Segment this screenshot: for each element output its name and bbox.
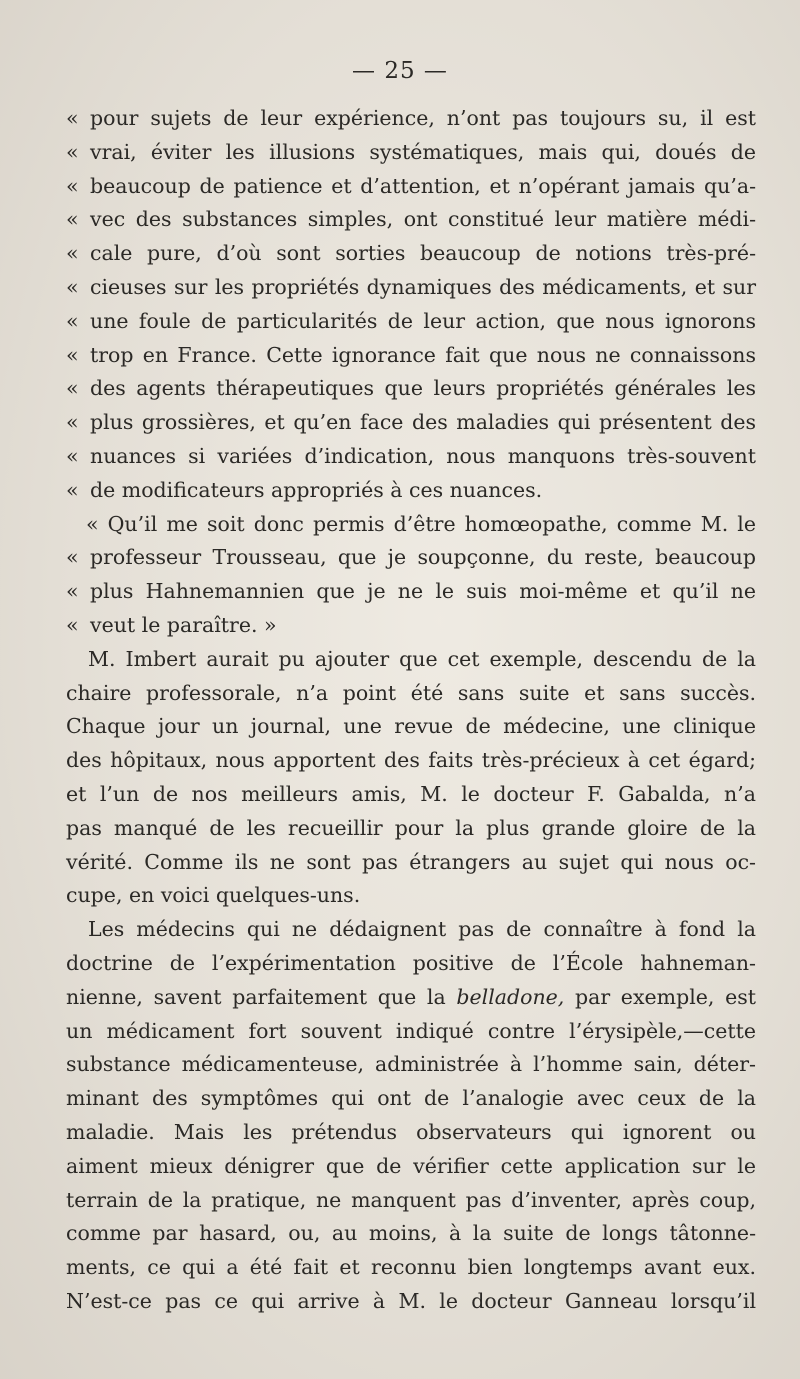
text-line: [66, 203, 756, 237]
line-text: ments, ce qui a été fait et reconnu bien longtemps avant eux.: [66, 1255, 756, 1280]
quote-mark: «: [66, 241, 79, 266]
text-line: [66, 271, 756, 305]
text-line: [66, 1184, 756, 1218]
line-text: des agents thérapeutiques que leurs propriétés générales les: [90, 376, 756, 401]
text-line: [66, 1285, 756, 1319]
text-line: [66, 305, 756, 339]
quote-mark: «: [66, 477, 79, 502]
line-text: cale pure, d’où sont sorties beaucoup de notions très-pré-: [90, 241, 756, 266]
line-text: Les médecins qui ne dédaignent pas de connaître à fond la: [88, 917, 756, 942]
text-line: [66, 372, 756, 406]
text-line: [66, 677, 756, 711]
line-text: comme par hasard, ou, au moins, à la suite de longs tâtonne-: [66, 1221, 756, 1246]
line-text: cieuses sur les propriétés dynamiques des médicaments, et sur: [90, 274, 756, 299]
text-line: [66, 102, 756, 136]
text-line: [66, 339, 756, 373]
line-text: aiment mieux dénigrer que de vérifier cette application sur le: [66, 1153, 756, 1178]
quote-mark: «: [66, 308, 79, 333]
line-text: terrain de la pratique, ne manquent pas d’inventer, après coup,: [66, 1187, 756, 1212]
text-line: [66, 778, 756, 812]
quote-mark: «: [66, 612, 79, 637]
line-text: pas manqué de les recueillir pour la plus grande gloire de la: [66, 815, 756, 840]
quote-mark: «: [66, 173, 79, 198]
quote-mark: «: [66, 207, 79, 232]
line-text: maladie. Mais les prétendus observateurs qui ignorent ou: [66, 1119, 756, 1144]
quote-mark: «: [66, 376, 79, 401]
line-text: des hôpitaux, nous apportent des faits très-précieux à cet égard;: [66, 748, 756, 773]
italic-term-belladone: belladone,: [456, 984, 565, 1009]
quote-mark: «: [66, 106, 79, 130]
text-line: [66, 846, 756, 880]
line-text: Chaque jour un journal, une revue de médecine, une clinique: [66, 714, 756, 739]
body-text: [66, 102, 756, 1319]
text-line-paragraph-start: [66, 913, 756, 947]
text-line: [66, 947, 756, 981]
line-text: un médicament fort souvent indiqué contre l’érysipèle,—cette: [66, 1018, 756, 1043]
line-text: plus Hahnemannien que je ne le suis moi-même et qu’il ne: [90, 579, 756, 604]
line-text: M. Imbert aurait pu ajouter que cet exemple, descendu de la: [88, 646, 756, 671]
text-line: [66, 1116, 756, 1150]
line-text: cupe, en voici quelques-uns.: [66, 883, 361, 908]
text-line: [66, 744, 756, 778]
text-line: [66, 710, 756, 744]
text-line-paragraph-end: [66, 879, 756, 913]
quote-mark: «: [66, 579, 79, 604]
quote-mark: «: [66, 410, 79, 435]
text-line: [66, 136, 756, 170]
line-text: nuances si variées d’indication, nous manquons très-souvent: [90, 443, 756, 468]
text-line-with-italic: [66, 981, 756, 1015]
text-line-paragraph-end: [66, 474, 756, 508]
line-text-before: nienne, savent parfaitement que la: [66, 984, 457, 1009]
quote-mark: «: [66, 545, 79, 570]
line-text: vec des substances simples, ont constitué leur matière médi-: [90, 207, 756, 232]
text-line: [66, 1150, 756, 1184]
line-text: chaire professorale, n’a point été sans suite et sans succès.: [66, 680, 756, 705]
line-text: professeur Trousseau, que je soupçonne, du reste, beaucoup: [90, 545, 756, 570]
line-text: beaucoup de patience et d’attention, et n’opérant jamais qu’a-: [90, 173, 756, 198]
text-line: [66, 1048, 756, 1082]
line-text: de modificateurs appropriés à ces nuances.: [90, 477, 543, 502]
line-text-after: par exemple, est: [564, 984, 756, 1009]
quote-mark: «: [66, 443, 79, 468]
line-text: N’est-ce pas ce qui arrive à M. le docteur Ganneau lorsqu’il: [66, 1288, 756, 1313]
text-line: [66, 1015, 756, 1049]
quote-mark: «: [66, 139, 79, 164]
line-text: plus grossières, et qu’en face des maladies qui présentent des: [90, 410, 756, 435]
text-line: [66, 170, 756, 204]
text-line: [66, 237, 756, 271]
line-text: vérité. Comme ils ne sont pas étrangers au sujet qui nous oc-: [66, 849, 756, 874]
line-text: substance médicamenteuse, administrée à l’homme sain, déter-: [66, 1052, 756, 1077]
text-line: [66, 541, 756, 575]
text-line: [66, 440, 756, 474]
line-text: minant des symptômes qui ont de l’analogie avec ceux de la: [66, 1086, 756, 1111]
text-line-paragraph-end: [66, 609, 756, 643]
line-text: vrai, éviter les illusions systématiques, mais qui, doués de: [90, 139, 756, 164]
line-text: doctrine de l’expérimentation positive de l’École hahneman-: [66, 950, 756, 975]
page-number: — 25 —: [352, 58, 448, 84]
line-text: veut le paraître. »: [90, 612, 277, 637]
line-text: une foule de particularités de leur action, que nous ignorons: [90, 308, 756, 333]
text-line: [66, 1217, 756, 1251]
text-line: [66, 1082, 756, 1116]
line-text: trop en France. Cette ignorance fait que nous ne connaissons: [90, 342, 756, 367]
text-line: [66, 1251, 756, 1285]
text-line-paragraph-start: [66, 508, 756, 542]
text-line-paragraph-start: [66, 643, 756, 677]
line-text: et l’un de nos meilleurs amis, M. le docteur F. Gabalda, n’a: [66, 781, 756, 806]
text-line: [66, 575, 756, 609]
quote-mark: «: [66, 274, 79, 299]
text-line: [66, 406, 756, 440]
quote-mark: «: [66, 342, 79, 367]
text-line: [66, 812, 756, 846]
line-text: « Qu’il me soit donc permis d’être homœopathe, comme M. le: [86, 511, 756, 536]
line-text: pour sujets de leur expérience, n’ont pas toujours su, il est: [90, 106, 756, 130]
